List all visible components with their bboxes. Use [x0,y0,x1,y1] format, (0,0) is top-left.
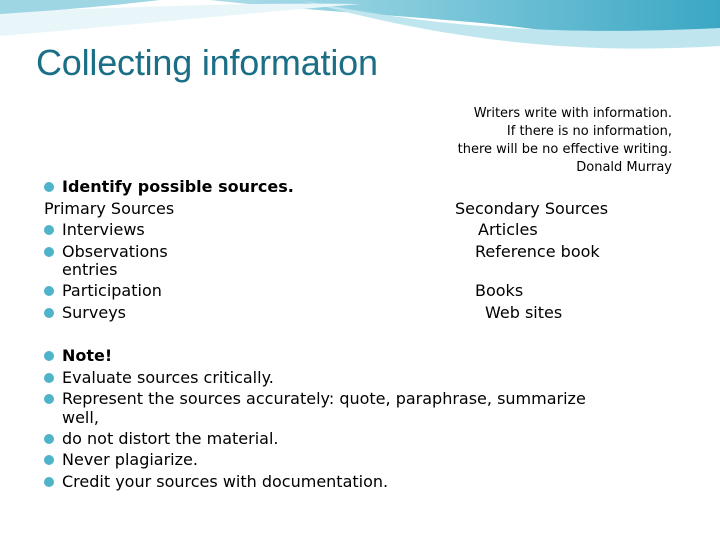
quote-line: Writers write with information. [473,106,672,121]
list-item [44,302,684,324]
bullet-icon [44,351,54,361]
bullet-icon [44,286,54,296]
quote-line: there will be no effective writing. [457,142,672,157]
bullet-icon [44,225,54,235]
note-heading: Note! [62,346,113,365]
bullet-icon [44,477,54,487]
quote-author: Donald Murray [576,160,672,175]
primary-source: Interviews [62,220,145,239]
bullet-icon [44,182,54,192]
bullet-icon [44,394,54,404]
list-item [44,280,684,302]
page-title: Collecting information [36,42,378,83]
list-item [44,428,684,450]
note-item: do not distort the material. [62,428,279,448]
continuation-line: entries [62,260,118,279]
list-item [44,471,684,493]
list-item [44,219,684,241]
bullet-icon [44,308,54,318]
list-item [44,388,684,410]
sources-header-row [44,198,684,220]
list-item [44,367,684,389]
primary-source: Participation [62,281,162,300]
note-item: Never plagiarize. [62,450,198,469]
bullet-icon [44,247,54,257]
bullet-icon [44,373,54,383]
secondary-header: Secondary Sources [455,198,609,218]
note-item: Evaluate sources critically. [62,367,274,387]
list-item [44,345,684,367]
quote-line: If there is no information, [506,124,672,139]
bullet-icon [44,434,54,444]
secondary-source: Books [475,281,524,300]
secondary-source: Web sites [485,302,563,322]
secondary-source: Reference book [475,241,600,261]
primary-source: Observations [62,241,168,261]
primary-header: Primary Sources [44,198,175,218]
secondary-source: Articles [478,220,538,239]
list-item [44,241,684,263]
note-item: Represent the sources accurately: quote, paraphrase, summarize [62,389,586,408]
list-item [44,449,684,471]
identify-heading: Identify possible sources. [62,177,294,196]
list-item [44,176,684,198]
continuation-line: well, [62,407,99,427]
note-item: Credit your sources with documentation. [62,471,389,491]
bullet-icon [44,455,54,465]
primary-source: Surveys [62,302,126,322]
slide-body [44,176,684,492]
quote-block [458,105,672,177]
